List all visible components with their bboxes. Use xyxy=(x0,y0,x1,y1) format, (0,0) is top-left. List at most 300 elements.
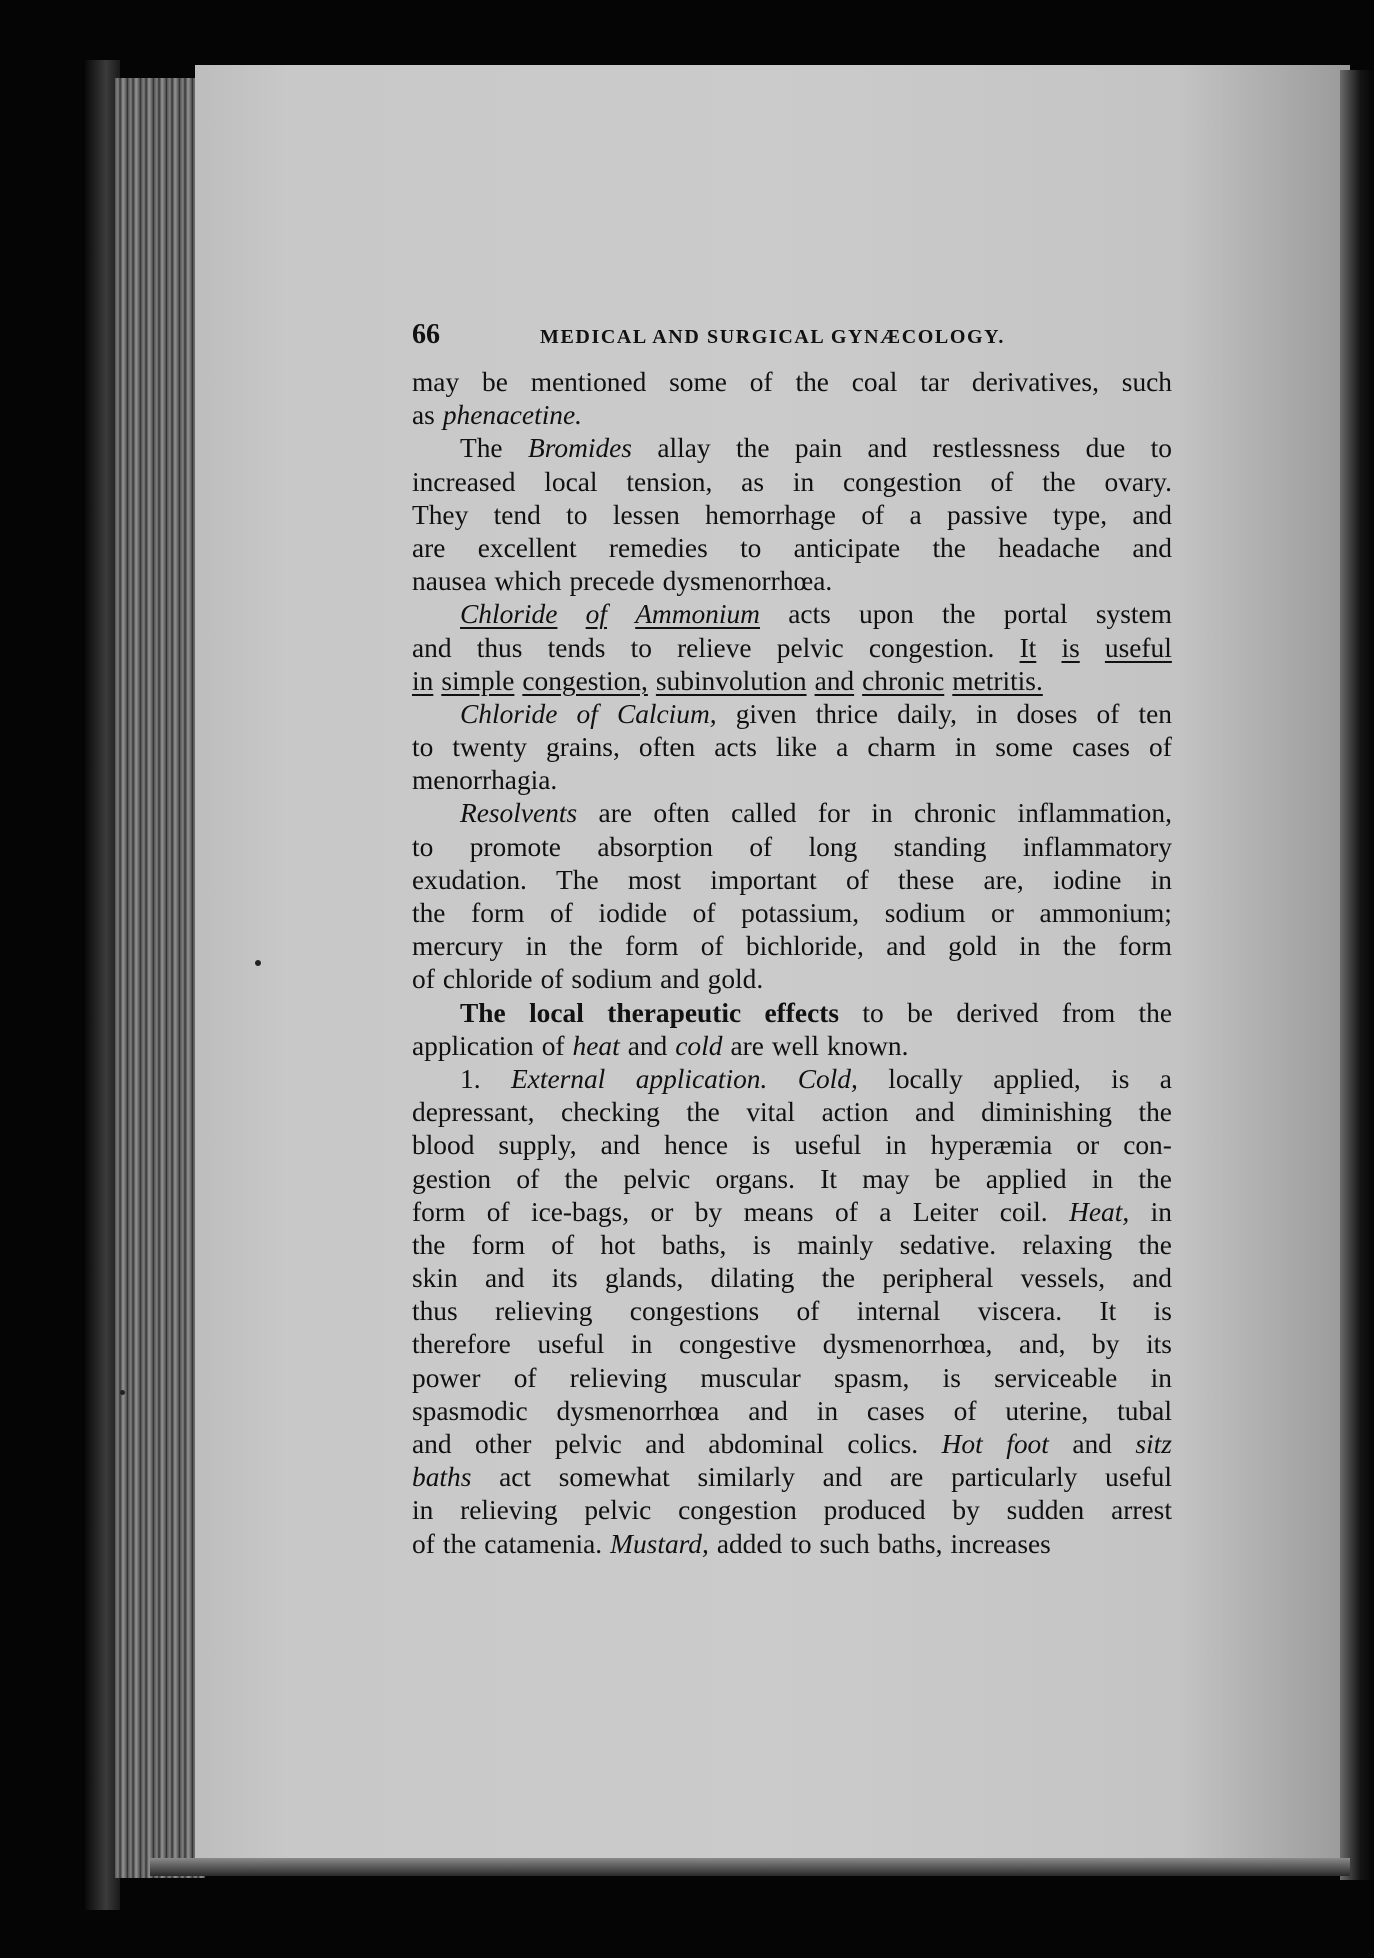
word: in xyxy=(885,1130,907,1161)
word: mainly xyxy=(797,1229,874,1260)
word: to xyxy=(566,499,588,530)
paragraph xyxy=(412,1063,1172,1561)
page-text xyxy=(412,318,1172,1561)
text-line xyxy=(412,1295,1172,1328)
word: inflammatory xyxy=(1022,831,1172,862)
word: allay xyxy=(657,433,711,464)
word: thus xyxy=(476,632,523,663)
word: spasm, xyxy=(834,1362,910,1393)
word: somewhat xyxy=(558,1462,670,1493)
word: acts xyxy=(714,732,757,763)
word: similarly xyxy=(697,1462,795,1493)
word: and xyxy=(886,931,926,962)
text-line xyxy=(412,831,1172,864)
word: are xyxy=(889,1462,924,1493)
word: catamenia. xyxy=(484,1528,603,1559)
word: phenacetine. xyxy=(442,400,583,431)
word: as xyxy=(412,400,435,431)
word: blood xyxy=(412,1130,475,1161)
word: which xyxy=(494,566,562,597)
word: Leiter xyxy=(912,1196,979,1227)
word: They xyxy=(412,499,469,530)
word: therapeutic xyxy=(607,997,742,1028)
word: of xyxy=(486,1196,510,1227)
word: act xyxy=(499,1462,532,1493)
word: and xyxy=(1132,499,1172,530)
word: applied, xyxy=(993,1063,1081,1094)
word: increases xyxy=(950,1528,1051,1559)
word: uterine, xyxy=(1005,1395,1089,1426)
word: absorption xyxy=(597,831,713,862)
word: inflammation, xyxy=(1017,798,1172,829)
word: chronic xyxy=(913,798,997,829)
word: are xyxy=(598,798,632,829)
word: as xyxy=(741,466,764,497)
word: mentioned xyxy=(530,367,647,397)
word: congestion xyxy=(678,1495,797,1526)
word: It xyxy=(1099,1296,1117,1327)
word: the xyxy=(1062,931,1097,962)
word: daily, xyxy=(897,698,957,729)
text-line xyxy=(412,897,1172,930)
word: may xyxy=(412,367,460,397)
word: such xyxy=(1121,367,1172,397)
word: locally xyxy=(888,1063,963,1094)
word: skin xyxy=(412,1263,458,1294)
word: grains, xyxy=(546,732,620,763)
word: pelvic xyxy=(776,632,844,663)
word: the xyxy=(1042,466,1076,497)
text-line xyxy=(412,997,1172,1030)
word: in xyxy=(954,732,977,763)
word: the xyxy=(569,931,603,962)
word: or xyxy=(1076,1130,1100,1161)
text-line xyxy=(412,963,1172,996)
word: useful xyxy=(1105,1462,1172,1493)
word: to xyxy=(862,997,884,1028)
text-line xyxy=(412,466,1172,499)
word: called xyxy=(731,798,797,829)
word: Chloride xyxy=(460,698,558,729)
word: of xyxy=(692,898,716,928)
word: and xyxy=(814,665,855,696)
word: and, xyxy=(1019,1329,1066,1360)
word: is xyxy=(1111,1063,1130,1094)
word: to xyxy=(1150,433,1172,464)
word: relaxing xyxy=(1022,1229,1113,1260)
word: type, xyxy=(1053,499,1108,530)
page-header xyxy=(412,318,1172,352)
word: peripheral xyxy=(882,1263,994,1294)
bottom-edge-shadow xyxy=(150,1858,1350,1876)
word: of xyxy=(513,1362,537,1393)
word: ice-bags, xyxy=(530,1196,630,1227)
word: organs. xyxy=(715,1163,795,1194)
word: increased xyxy=(412,466,516,497)
word: and xyxy=(915,1097,955,1128)
word: of xyxy=(516,1163,540,1194)
text-line xyxy=(412,1494,1172,1527)
word: derived xyxy=(956,997,1039,1028)
word: cold xyxy=(675,1030,723,1061)
word: is xyxy=(942,1362,961,1393)
word: potassium, xyxy=(741,898,860,928)
word: remedies xyxy=(608,532,708,563)
word: upon xyxy=(859,599,914,630)
text-line xyxy=(412,1129,1172,1162)
text-line xyxy=(412,1030,1172,1063)
word: is xyxy=(1061,632,1080,663)
word: con- xyxy=(1123,1130,1172,1161)
word: tends xyxy=(547,632,606,663)
word: the xyxy=(686,1097,720,1128)
word: in xyxy=(976,698,998,729)
word: congestions xyxy=(629,1296,760,1327)
word: mercury xyxy=(412,931,504,962)
word: gold. xyxy=(707,964,764,995)
word: The xyxy=(556,864,599,895)
ink-speck xyxy=(255,960,261,966)
word: and xyxy=(484,1263,525,1294)
word: gestion xyxy=(412,1163,492,1194)
word: is xyxy=(1153,1296,1172,1327)
word: pain xyxy=(794,433,843,464)
word: to xyxy=(412,732,434,763)
word: means xyxy=(743,1196,814,1227)
text-line xyxy=(412,1528,1172,1561)
paragraph xyxy=(412,997,1172,1063)
page-edges-stack xyxy=(115,78,205,1878)
text-line xyxy=(412,632,1172,665)
word: its xyxy=(1146,1329,1172,1360)
text-line xyxy=(412,1229,1172,1262)
word: of xyxy=(861,499,885,530)
text-line xyxy=(412,399,1172,432)
word: of xyxy=(990,466,1014,497)
word: nausea xyxy=(412,566,487,597)
word: is xyxy=(752,1130,771,1161)
word: sitz xyxy=(1135,1429,1172,1459)
word: of xyxy=(796,1296,820,1327)
word: ovary. xyxy=(1104,466,1172,497)
word: Mustard, xyxy=(610,1528,709,1559)
word: often xyxy=(638,732,696,763)
word: congestive xyxy=(678,1329,797,1360)
word: thrice xyxy=(815,698,879,729)
word: anticipate xyxy=(793,532,901,563)
word: viscera. xyxy=(977,1296,1063,1327)
word: relieving xyxy=(460,1495,558,1526)
word: of xyxy=(541,1030,565,1061)
word: depressant, xyxy=(412,1097,535,1128)
word: well xyxy=(771,1030,820,1061)
word: the xyxy=(736,433,770,464)
word: application. xyxy=(635,1063,768,1094)
word: bichloride, xyxy=(745,931,864,962)
word: dysmenorrhœa, xyxy=(822,1329,993,1360)
word: in xyxy=(1150,1362,1172,1393)
word: of xyxy=(540,964,564,995)
word: Ammonium xyxy=(635,599,760,630)
word: to xyxy=(412,831,434,862)
word: are xyxy=(412,532,446,563)
word: by xyxy=(952,1495,980,1526)
word: sodium xyxy=(571,964,653,995)
word: diminishing xyxy=(981,1097,1112,1128)
word: or xyxy=(991,898,1014,928)
word: Chloride xyxy=(460,599,558,630)
text-line xyxy=(412,1096,1172,1129)
word: of xyxy=(1149,732,1172,763)
word: sedative. xyxy=(899,1229,997,1260)
word: and xyxy=(412,632,452,663)
word: lessen xyxy=(612,499,680,530)
word: abdominal xyxy=(708,1429,824,1459)
word: of xyxy=(551,1229,575,1260)
paragraph xyxy=(412,698,1172,798)
word: system xyxy=(1095,599,1172,630)
word: precede xyxy=(569,566,655,597)
word: serviceable xyxy=(994,1362,1118,1393)
paragraph xyxy=(412,598,1172,698)
word: twenty xyxy=(452,732,527,763)
word: the xyxy=(1138,1229,1172,1260)
word: sudden xyxy=(1006,1495,1085,1526)
word: tension, xyxy=(626,466,713,497)
right-edge-shadow xyxy=(1340,70,1374,1880)
word: and xyxy=(600,1130,641,1161)
word: relieving xyxy=(495,1296,593,1327)
word: therefore xyxy=(412,1329,511,1360)
word: are xyxy=(730,1030,764,1061)
word: be xyxy=(482,367,508,397)
word: menorrhagia. xyxy=(412,765,558,796)
word: foot xyxy=(1006,1429,1049,1459)
paragraph xyxy=(412,366,1172,432)
word: of xyxy=(953,1395,977,1426)
word: baths, xyxy=(661,1229,727,1260)
word: the xyxy=(412,898,446,928)
word: for xyxy=(817,798,850,829)
word: heat xyxy=(572,1030,620,1061)
word: acts xyxy=(788,599,831,630)
word: in xyxy=(1091,1163,1114,1194)
word: subinvolution xyxy=(655,665,807,696)
word: muscular xyxy=(700,1362,801,1393)
word: of xyxy=(412,1528,435,1559)
word: tar xyxy=(920,367,950,397)
word: checking xyxy=(560,1097,660,1128)
text-line xyxy=(412,930,1172,963)
word: often xyxy=(653,798,710,829)
paragraph xyxy=(412,432,1172,598)
word: of xyxy=(749,367,773,397)
word: and xyxy=(645,1429,685,1459)
text-line xyxy=(412,864,1172,897)
word: hot xyxy=(600,1229,636,1260)
word: It xyxy=(820,1163,837,1194)
word: and xyxy=(412,1429,452,1459)
word: from xyxy=(1061,997,1116,1028)
text-line xyxy=(412,565,1172,598)
word: doses xyxy=(1016,698,1078,729)
word: congestion, xyxy=(522,665,648,696)
word: tubal xyxy=(1117,1395,1172,1426)
page-number: 66 xyxy=(412,319,440,350)
word: ten xyxy=(1138,698,1172,729)
word: and xyxy=(748,1395,788,1426)
word: dysmenorrhœa xyxy=(556,1395,720,1426)
word: is xyxy=(752,1229,771,1260)
word: relieve xyxy=(677,632,752,663)
word: restlessness xyxy=(932,433,1061,464)
word: in xyxy=(816,1395,839,1426)
word: form xyxy=(412,1196,466,1227)
running-title: MEDICAL AND SURGICAL GYNÆCOLOGY. xyxy=(540,326,1005,348)
word: these xyxy=(898,864,955,895)
word: be xyxy=(934,1163,961,1194)
word: a xyxy=(1159,1063,1172,1094)
word: in xyxy=(871,798,893,829)
word: form xyxy=(471,1229,525,1260)
word: the xyxy=(1138,1097,1172,1128)
word: standing xyxy=(893,831,987,862)
word: charm xyxy=(867,732,936,763)
word: in xyxy=(412,665,434,696)
word: and xyxy=(627,1030,668,1061)
word: congestion xyxy=(843,466,962,497)
word: and xyxy=(1132,1263,1172,1294)
word: of xyxy=(700,931,724,962)
word: vessels, xyxy=(1020,1263,1106,1294)
word: tend xyxy=(493,499,541,530)
word: given xyxy=(735,698,797,729)
word: other xyxy=(475,1429,532,1459)
word: like xyxy=(775,732,818,763)
word: sodium xyxy=(884,898,966,928)
word: arrest xyxy=(1111,1495,1172,1526)
word: coal xyxy=(851,367,898,397)
word: in xyxy=(631,1329,653,1360)
word: exudation. xyxy=(412,864,527,895)
word: hence xyxy=(664,1130,729,1161)
word: of xyxy=(576,698,598,729)
word: by xyxy=(1092,1329,1120,1360)
word: such xyxy=(819,1528,870,1559)
word: in xyxy=(525,931,547,962)
word: of xyxy=(1096,698,1120,729)
word: dysmenorrhœa. xyxy=(662,566,833,597)
word: and xyxy=(1132,532,1172,563)
word: and xyxy=(822,1462,863,1493)
word: in xyxy=(1150,1196,1172,1227)
word: of xyxy=(845,864,869,895)
word: It xyxy=(1019,632,1037,663)
word: the xyxy=(412,1229,446,1260)
word: be xyxy=(907,997,933,1028)
text-line xyxy=(412,698,1172,731)
word: in xyxy=(412,1495,434,1526)
text-line xyxy=(412,797,1172,830)
word: the xyxy=(942,599,976,630)
word: local xyxy=(544,466,598,497)
word: Cold, xyxy=(797,1063,858,1094)
text-line xyxy=(412,1328,1172,1361)
word: form xyxy=(471,898,525,928)
word: useful xyxy=(537,1329,605,1360)
word: effects xyxy=(764,997,840,1028)
word: to xyxy=(740,532,762,563)
text-line xyxy=(412,665,1172,698)
word: Calcium, xyxy=(616,698,717,729)
word: of xyxy=(412,964,435,995)
word: the xyxy=(795,367,829,397)
word: the xyxy=(1138,1163,1172,1194)
word: metritis. xyxy=(952,665,1043,696)
word: to xyxy=(790,1528,812,1559)
word: The xyxy=(460,997,506,1028)
word: of xyxy=(835,1196,858,1227)
word: cases xyxy=(866,1395,925,1426)
word: in xyxy=(792,466,815,497)
text-line xyxy=(412,532,1172,565)
text-line xyxy=(412,1163,1172,1196)
word: 1. xyxy=(460,1063,481,1094)
word: and xyxy=(1072,1429,1112,1459)
body-text xyxy=(412,366,1172,1561)
word: chronic xyxy=(862,665,945,696)
word: Hot xyxy=(941,1429,983,1459)
text-line xyxy=(412,1461,1172,1494)
text-line xyxy=(412,1362,1172,1395)
text-line xyxy=(412,764,1172,797)
word: External xyxy=(510,1063,606,1094)
word: hyperæmia xyxy=(930,1130,1053,1161)
word: promote xyxy=(469,831,561,862)
paragraph xyxy=(412,797,1172,996)
word: are, xyxy=(983,864,1024,895)
ink-speck xyxy=(120,1390,125,1395)
word: or xyxy=(650,1196,674,1227)
text-line xyxy=(412,598,1172,631)
word: passive xyxy=(947,499,1028,530)
word: relieving xyxy=(569,1362,668,1393)
text-line xyxy=(412,731,1172,764)
word: form xyxy=(1118,931,1172,962)
word: particularly xyxy=(951,1462,1078,1493)
word: most xyxy=(627,864,682,895)
word: internal xyxy=(856,1296,941,1327)
word: Resolvents xyxy=(460,798,578,829)
text-line xyxy=(412,1262,1172,1295)
word: the xyxy=(932,532,966,563)
word: cases xyxy=(1072,732,1130,763)
word: derivatives, xyxy=(971,367,1099,397)
word: ammonium; xyxy=(1039,898,1172,928)
word: a xyxy=(879,1196,892,1227)
word: some xyxy=(995,732,1054,763)
word: form xyxy=(625,931,679,962)
word: of xyxy=(749,831,773,862)
word: useful xyxy=(794,1130,862,1161)
word: produced xyxy=(823,1495,926,1526)
word: its xyxy=(551,1263,578,1294)
word: portal xyxy=(1003,599,1068,630)
word: dilating xyxy=(710,1263,795,1294)
text-line xyxy=(412,1395,1172,1428)
word: the xyxy=(442,1528,477,1559)
word: the xyxy=(1138,997,1172,1028)
